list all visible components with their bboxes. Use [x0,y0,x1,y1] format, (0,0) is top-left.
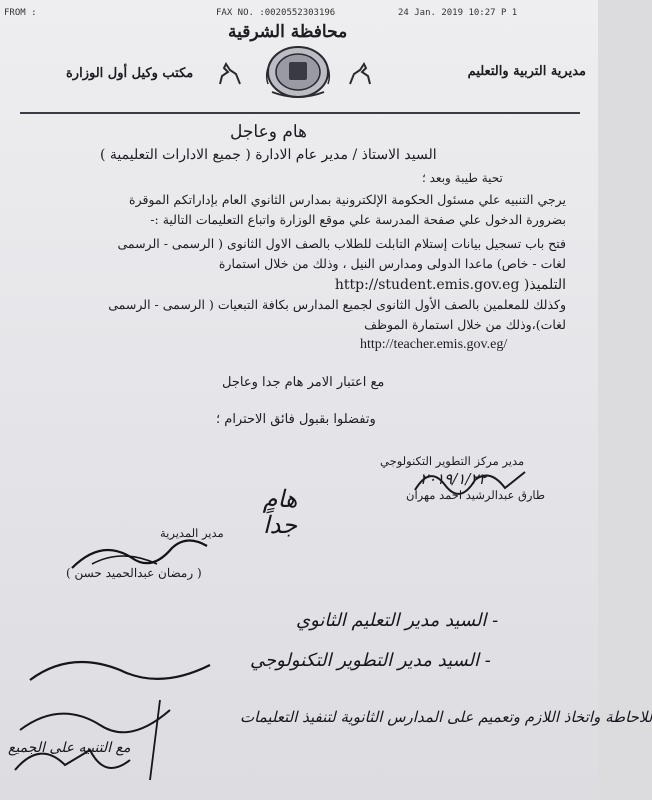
directorate-director-title: مدير المديرية [160,526,224,540]
body-line: لغات)،وذلك من خلال استمارة الموظف [364,317,566,332]
governorate-seal-icon [262,44,334,100]
fax-transmission-header [0,6,598,22]
it-center-signature-date: ٢٠١٩/١/٢٢ [420,470,487,488]
handwritten-scribble [10,640,250,790]
body-line: بضرورة الدخول علي صفحة المدرسة علي موقع الوزارة واتباع التعليمات التالية :- [150,212,566,227]
addressee-line: السيد الاستاذ / مدير عام الادارة ( جميع الادارات التعليمية ) [100,147,437,163]
it-center-director-title: مدير مركز التطوير التكنولوجي [380,454,525,468]
body-line: لغات - خاص) ماعدا الدولى ومدارس النيل ، وذلك من خلال استمارة [218,256,566,271]
handwritten-margin-note: مع التنبيه على الجميع [8,740,131,756]
it-center-director-name: طارق عبدالرشيد احمد مهران [406,488,546,502]
handwritten-note-line: - السيد مدير التطوير التكنولوجي [250,650,491,671]
governorate-title: محافظة الشرقية [228,22,348,42]
closing-line-respect: وتفضلوا بقبول فائق الاحترام ؛ [216,412,376,427]
greeting-line: تحية طيبة وبعد ؛ [422,171,503,185]
fax-date-time: 24 Jan. 2019 10:27 P 1 [398,8,518,18]
directorate-director-name: ( رمضان عبدالحميد حسن ) [66,566,202,580]
handwritten-note-line: للاحاطة واتخاذ اللازم وتعميم على المدارس الثانوية لتنفيذ التعليمات [240,708,652,726]
fax-from-label: FROM : [4,8,37,18]
body-line: يرجي التنبيه علي مسئول الحكومة الإلكترونية بمدارس الثانوي العام بإداراتكم الموقرة [129,192,566,207]
undersecretary-office: مكتب وكيل أول الوزارة [66,66,194,81]
body-line: وكذلك للمعلمين بالصف الأول الثانوى لجميع المدارس بكافة التبعيات ( الرسمى - الرسمى [108,297,566,312]
gazelle-emblem-icon [346,60,374,88]
urgency-heading: هام وعاجل [230,122,307,142]
closing-line-urgent: مع اعتبار الامر هام جدا وعاجل [222,375,385,390]
directorate-name: مديرية التربية والتعليم [467,64,586,79]
handwritten-note-line: - السيد مدير التعليم الثانوي [296,610,499,631]
letterhead-divider [20,112,580,114]
student-form-link-line: التلميذ( http://student.emis.gov.eg [334,277,566,293]
gazelle-emblem-icon [216,60,244,88]
fax-number: FAX NO. :0020552303196 [216,8,336,18]
teacher-form-link: http://teacher.emis.gov.eg/ [360,337,508,352]
body-line: فتح باب تسجيل بيانات إستلام التابلت للطلاب بالصف الاول الثانوى ( الرسمى - الرسمى [117,236,566,251]
handwritten-urgent-note: هام جداً [262,485,298,539]
